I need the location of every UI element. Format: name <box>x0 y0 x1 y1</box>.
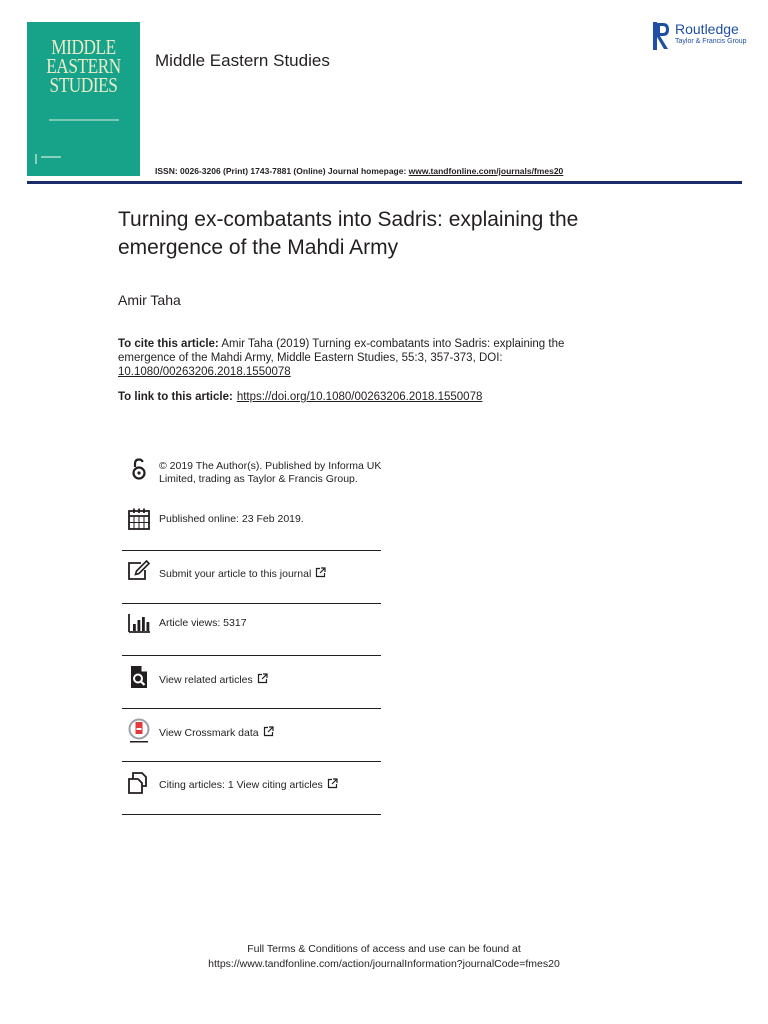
header-rule <box>27 181 742 184</box>
submit-article-link[interactable] <box>159 567 326 582</box>
cite-text: Amir Taha (2019) Turning ex-combatants into Sadris: explaining the emergence of the Mahdi Army, Middle Eastern Studies, 55:3, 357-373, DOI: <box>118 338 565 364</box>
copyright-text: © 2019 The Author(s). Published by Informa UK Limited, trading as Taylor & Francis Group. <box>159 460 382 485</box>
issn-line <box>155 166 563 176</box>
journal-cover-image <box>27 22 140 176</box>
routledge-r-icon <box>653 22 671 50</box>
citing-articles-link[interactable] <box>159 778 338 793</box>
article-views-text: Article views: 5317 <box>159 617 247 629</box>
issn-text: ISSN: 0026-3206 (Print) 1743-7881 (Online) Journal homepage: <box>155 166 409 176</box>
cite-doi-link[interactable]: 10.1080/00263206.2018.1550078 <box>118 366 291 378</box>
external-link-icon <box>315 567 326 582</box>
citing-articles-row[interactable] <box>122 762 381 815</box>
edit-icon <box>127 559 151 583</box>
terms-footer <box>0 942 768 972</box>
cover-title-line: MIDDLE <box>51 35 116 59</box>
crossmark-row[interactable] <box>122 709 381 762</box>
submit-article-label: Submit your article to this journal <box>159 568 312 580</box>
journal-name: Middle Eastern Studies <box>155 51 330 70</box>
external-link-icon <box>263 726 274 741</box>
cover-publisher-mark <box>35 154 65 164</box>
crossmark-label: View Crossmark data <box>159 727 259 739</box>
crossmark-link[interactable] <box>159 726 274 741</box>
cite-label: To cite this article: <box>118 338 219 350</box>
citation-block <box>118 337 598 379</box>
article-title: Turning ex-combatants into Sadris: explaining the emergence of the Mahdi Army <box>118 208 579 259</box>
related-articles-label: View related articles <box>159 674 253 686</box>
external-link-icon <box>257 673 268 688</box>
link-label: To link to this article: <box>118 391 233 403</box>
article-views-row <box>122 604 381 656</box>
search-document-icon <box>127 665 151 689</box>
cover-title-line: EASTERN <box>46 54 121 78</box>
bar-chart-icon <box>127 611 151 635</box>
article-link-line <box>118 391 482 403</box>
open-access-icon <box>127 457 151 481</box>
related-articles-row[interactable] <box>122 656 381 709</box>
external-link-icon <box>327 778 338 793</box>
publisher-name: Routledge <box>675 21 739 37</box>
article-author: Amir Taha <box>118 292 181 308</box>
related-articles-link[interactable] <box>159 673 268 688</box>
citing-articles-icon <box>127 771 151 795</box>
footer-terms-link[interactable]: https://www.tandfonline.com/action/journalInformation?journalCode=fmes20 <box>208 958 560 970</box>
routledge-logo <box>653 20 753 50</box>
copyright-row <box>122 453 381 505</box>
calendar-icon <box>127 507 151 531</box>
published-online-row <box>122 505 381 551</box>
citing-articles-label: Citing articles: 1 View citing articles <box>159 779 323 791</box>
journal-homepage-link[interactable]: www.tandfonline.com/journals/fmes20 <box>408 166 564 176</box>
footer-line-1: Full Terms & Conditions of access and use can be found at <box>247 943 521 955</box>
article-doi-link[interactable]: https://doi.org/10.1080/00263206.2018.1550078 <box>236 391 483 403</box>
cover-title-line: STUDIES <box>49 73 118 97</box>
submit-article-row[interactable] <box>122 551 381 604</box>
cover-issue-line <box>49 119 119 125</box>
crossmark-icon <box>127 718 151 742</box>
published-online-text: Published online: 23 Feb 2019. <box>159 513 304 525</box>
cover-title <box>37 35 130 97</box>
publisher-subtitle: Taylor & Francis Group <box>675 38 747 45</box>
